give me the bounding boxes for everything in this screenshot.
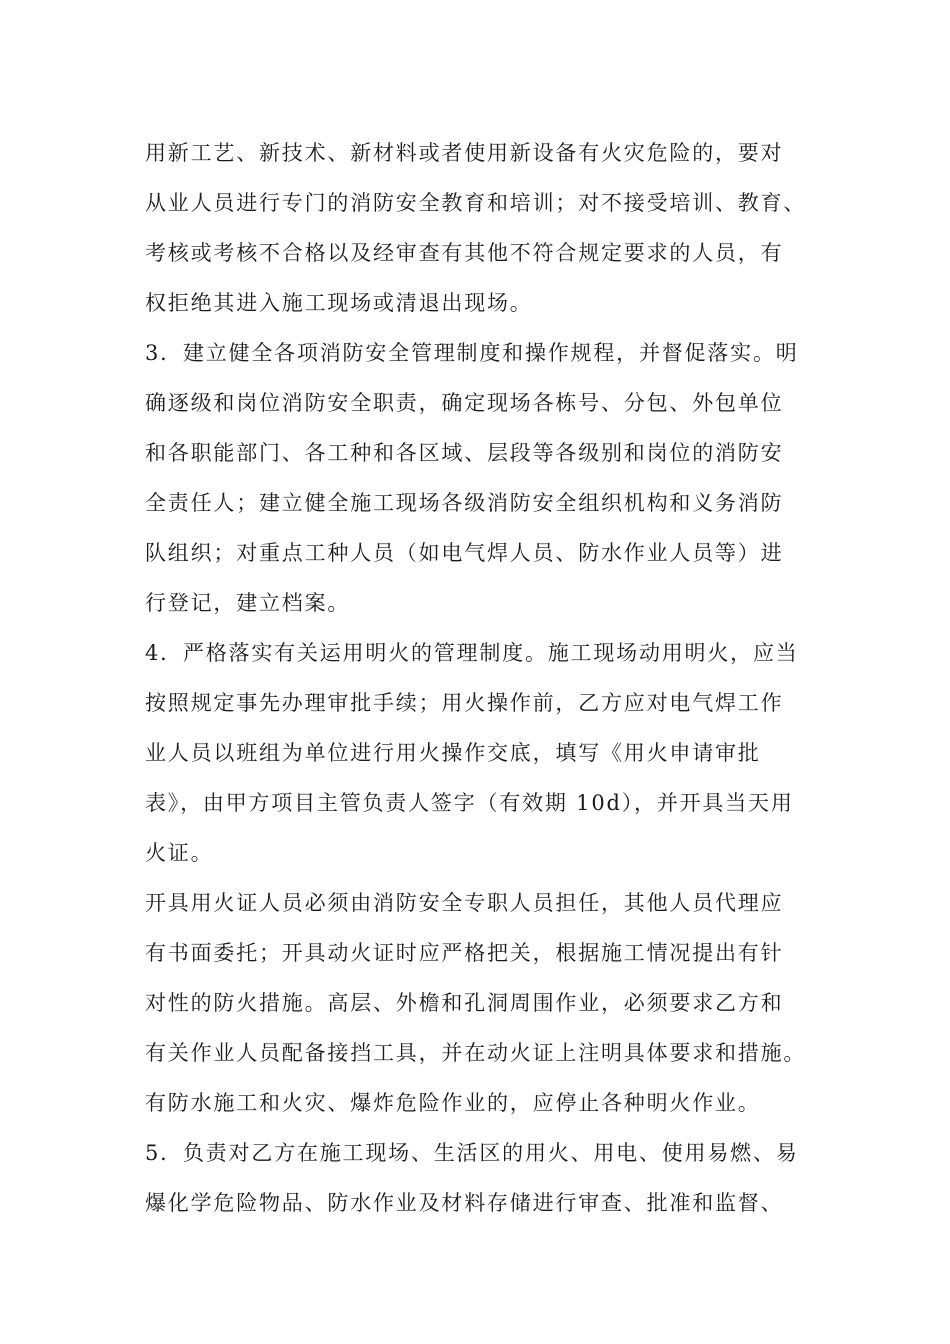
text-line: 有防水施工和火灾、爆炸危险作业的，应停止各种明火作业。 [145,1091,761,1115]
text-line: 开具用火证人员必须由消防安全专职人员担任，其他人员代理应 [145,891,784,915]
text-line: 从业人员进行专门的消防安全教育和培训；对不接受培训、教育、 [145,191,807,215]
text-line: 火证。 [145,841,214,865]
text-line: 有书面委托；开具动火证时应严格把关，根据施工情况提出有针 [145,941,784,965]
text-line: 爆化学危险物品、防水作业及材料存储进行审查、批准和监督、 [145,1191,784,1215]
body-text [145,133,825,1233]
text-line: 业人员以班组为单位进行用火操作交底，填写《用火申请审批 [145,741,761,765]
text-line: 全责任人；建立健全施工现场各级消防安全组织机构和义务消防 [145,491,784,515]
text-line: 按照规定事先办理审批手续；用火操作前，乙方应对电气焊工作 [145,691,784,715]
text-line: 表》，由甲方项目主管负责人签字（有效期 10d），并开具当天用 [145,791,794,815]
text-line: 对性的防火措施。高层、外檐和孔洞周围作业，必须要求乙方和 [145,991,784,1015]
text-line: 4．严格落实有关运用明火的管理制度。施工现场动用明火，应当 [145,641,799,665]
text-line: 行登记，建立档案。 [145,591,351,615]
text-line: 5．负责对乙方在施工现场、生活区的用火、用电、使用易燃、易 [145,1141,799,1165]
text-line: 用新工艺、新技术、新材料或者使用新设备有火灾危险的，要对 [145,141,784,165]
text-line: 确逐级和岗位消防安全职责，确定现场各栋号、分包、外包单位 [145,391,784,415]
text-line: 3．建立健全各项消防安全管理制度和操作规程，并督促落实。明 [145,341,799,365]
text-line: 考核或考核不合格以及经审查有其他不符合规定要求的人员，有 [145,241,784,265]
text-line: 有关作业人员配备接挡工具，并在动火证上注明具体要求和措施。 [145,1041,807,1065]
text-line: 和各职能部门、各工种和各区域、层段等各级别和岗位的消防安 [145,441,784,465]
text-line: 队组织；对重点工种人员（如电气焊人员、防水作业人员等）进 [145,541,784,565]
text-line: 权拒绝其进入施工现场或清退出现场。 [145,291,533,315]
